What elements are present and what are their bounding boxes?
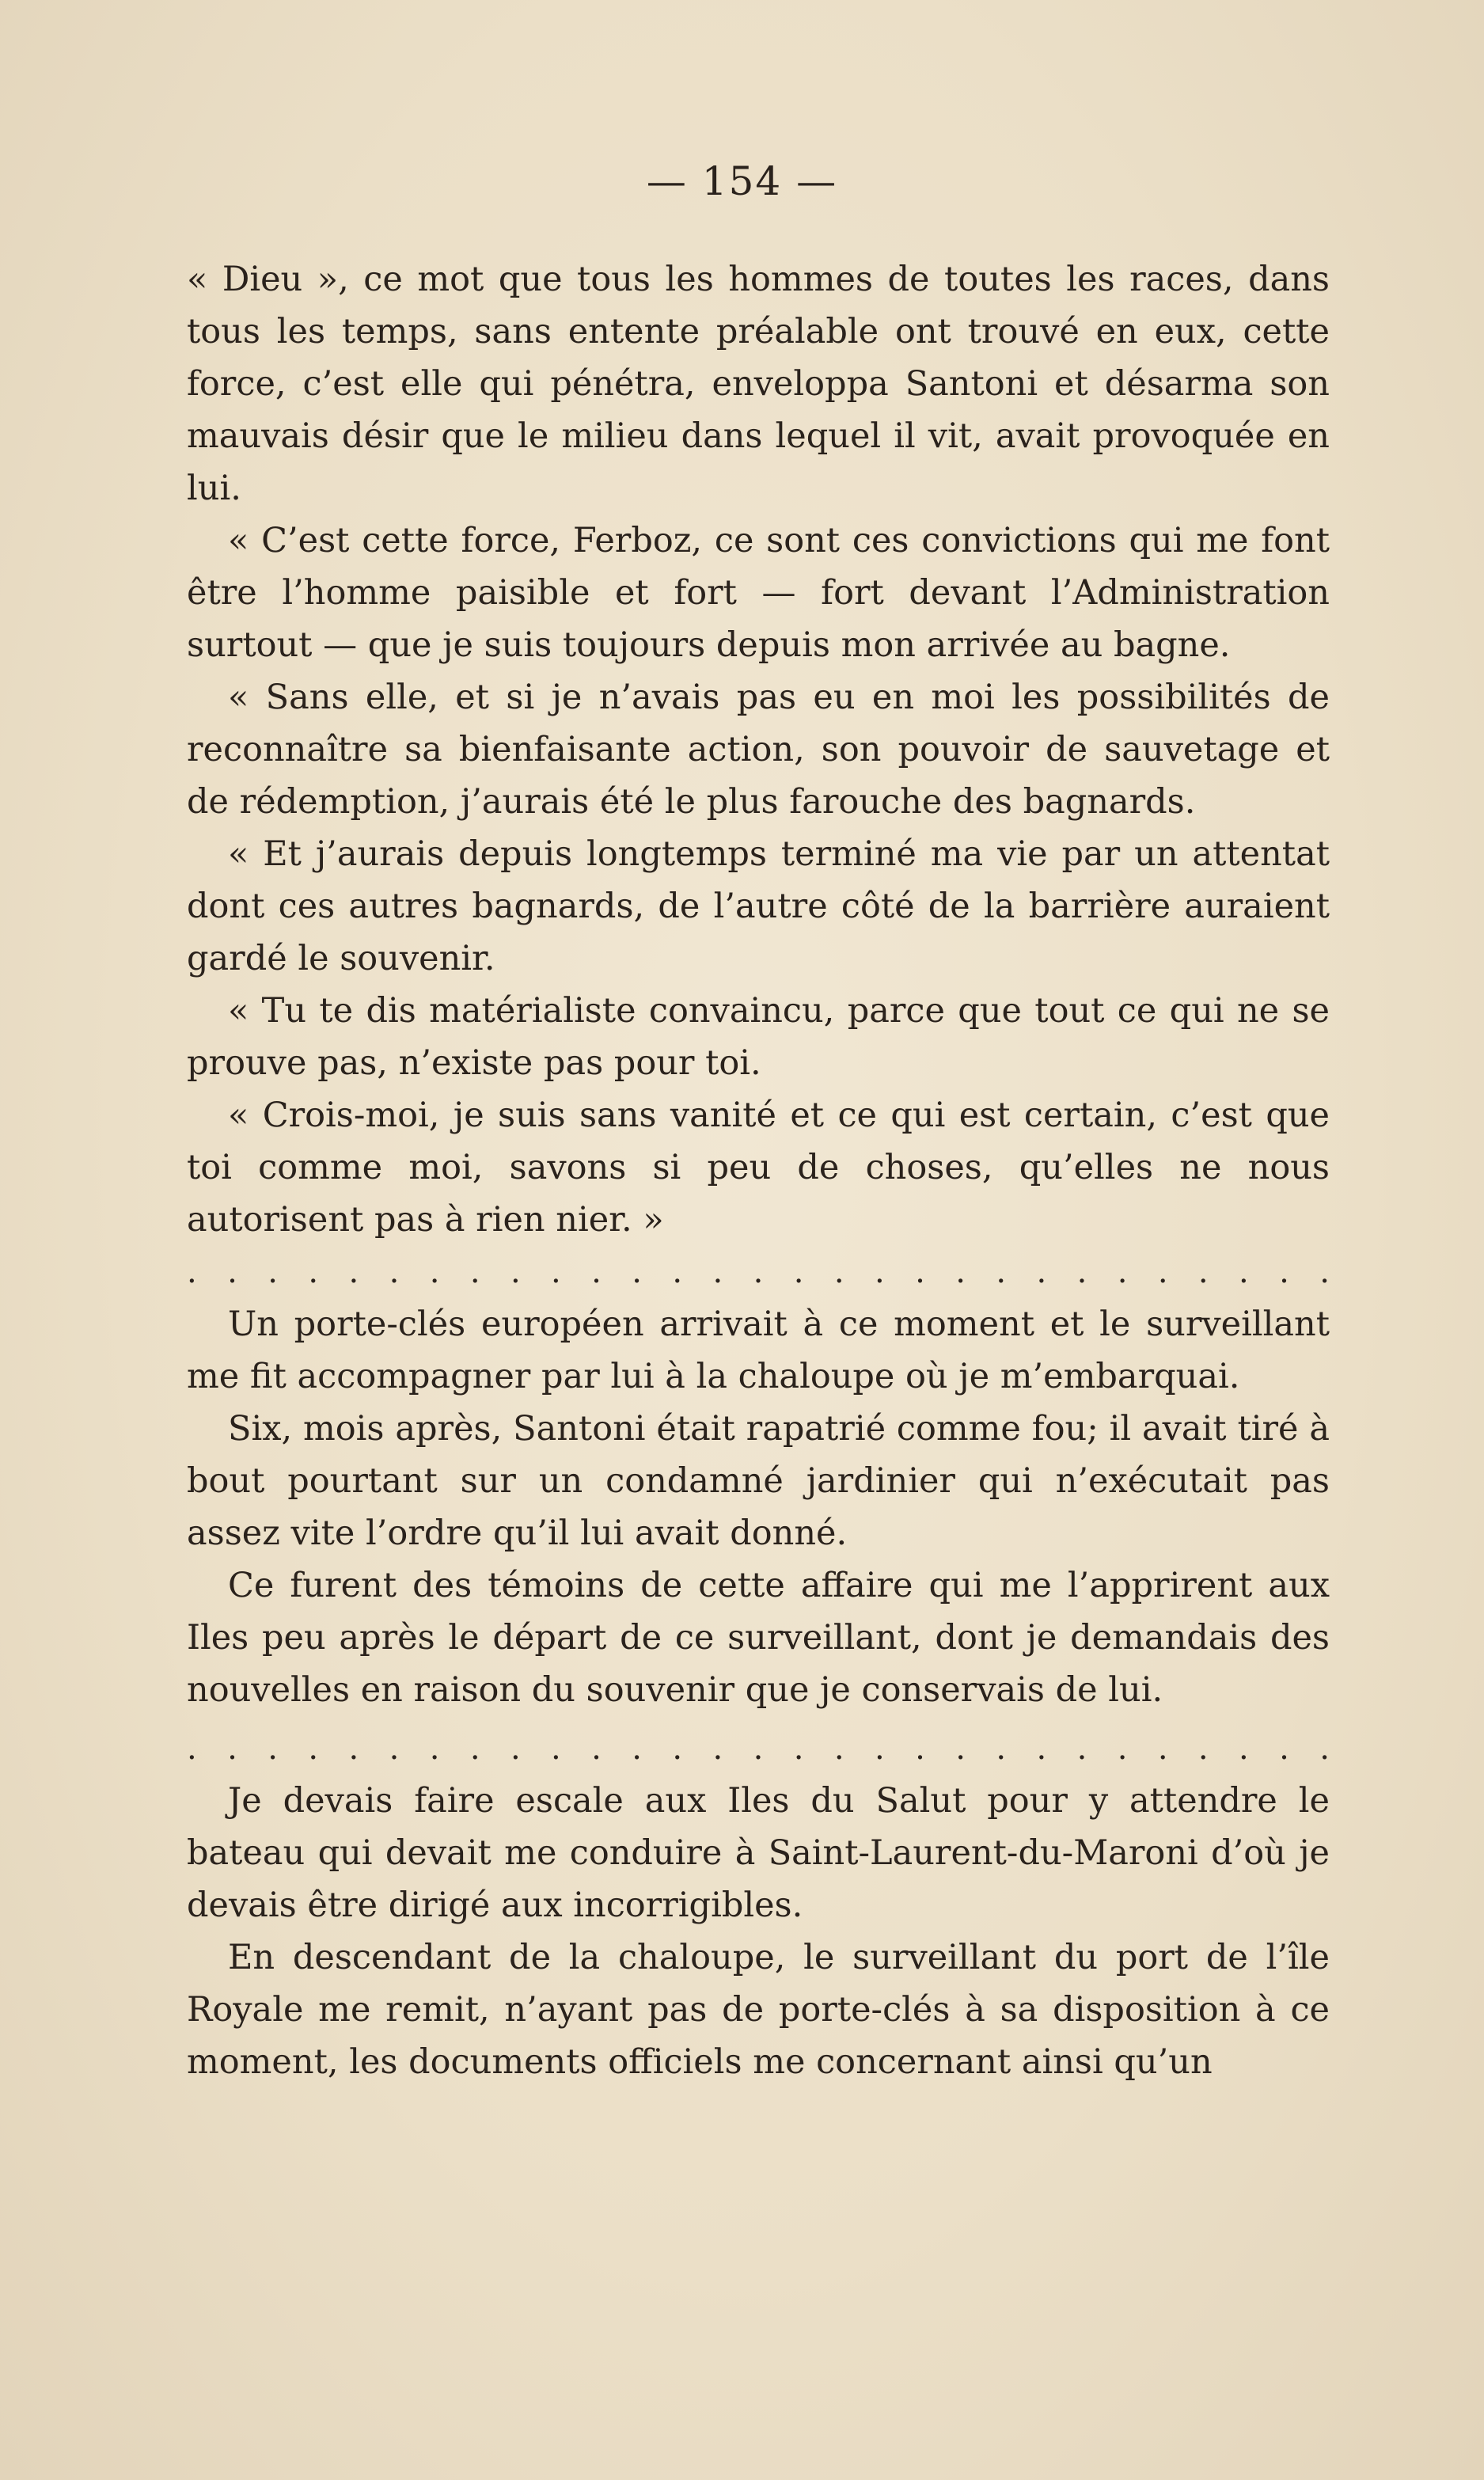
section-separator: . . . . . . . . . . . . . . . . . . . . . . . . . . . . .	[187, 1254, 1330, 1290]
paragraph: « Tu te dis matérialiste convaincu, parce que tout ce qui ne se prouve pas, n’existe pas pour toi.	[187, 991, 1330, 1083]
paragraph: « Sans elle, et si je n’avais pas eu en moi les possibilités de reconnaître sa bienfaisante action, son pouvoir de sauvetage et de rédemption, j’aurais été le plus farouche des bagnards.	[187, 678, 1330, 822]
paragraph: « Crois-moi, je suis sans vanité et ce qui est certain, c’est que toi comme moi, savons si peu de choses, qu’elles ne nous autorisent pas à rien nier. »	[187, 1096, 1330, 1240]
section-separator: . . . . . . . . . . . . . . . . . . . . . . . . . . . . .	[187, 1730, 1330, 1767]
body-text-top	[187, 253, 1330, 2088]
paragraph: En descendant de la chaloupe, le surveillant du port de l’île Royale me remit, n’ayant pas de porte-clés à sa disposition à ce moment, les documents officiels me concernant ainsi qu’un	[187, 1938, 1330, 2082]
page-number: — 154 —	[646, 158, 838, 204]
paragraph: Je devais faire escale aux Iles du Salut pour y attendre le bateau qui devait me conduire à Saint-Laurent-du-Maroni d’où je devais être dirigé aux incorrigibles.	[187, 1781, 1330, 1925]
paragraph: « Et j’aurais depuis longtemps terminé ma vie par un attentat dont ces autres bagnards, de l’autre côté de la barrière auraient gardé le souvenir.	[187, 834, 1330, 978]
paragraph: Un porte-clés européen arrivait à ce moment et le surveillant me fit accompagner par lui à la chaloupe où je m’embarquai.	[187, 1305, 1330, 1396]
paragraph: « Dieu », ce mot que tous les hommes de toutes les races, dans tous les temps, sans entente préalable ont trouvé en eux, cette force, c’est elle qui pénétra, enveloppa Santoni et désarma son mauvais désir que le milieu dans lequel il vit, avait provoquée en lui.	[187, 260, 1330, 508]
paragraph: Six, mois après, Santoni était rapatrié comme fou; il avait tiré à bout pourtant sur un condamné jardinier qui n’exécutait pas assez vite l’ordre qu’il lui avait donné.	[187, 1409, 1330, 1553]
paragraph: Ce furent des témoins de cette affaire qui me l’apprirent aux Iles peu après le départ de ce surveillant, dont je demandais des nouvelles en raison du souvenir que je conservais de lui.	[187, 1566, 1330, 1710]
paragraph: « C’est cette force, Ferboz, ce sont ces convictions qui me font être l’homme paisible et fort — fort devant l’Administration surtout — que je suis toujours depuis mon arrivée au bagne.	[187, 521, 1330, 665]
